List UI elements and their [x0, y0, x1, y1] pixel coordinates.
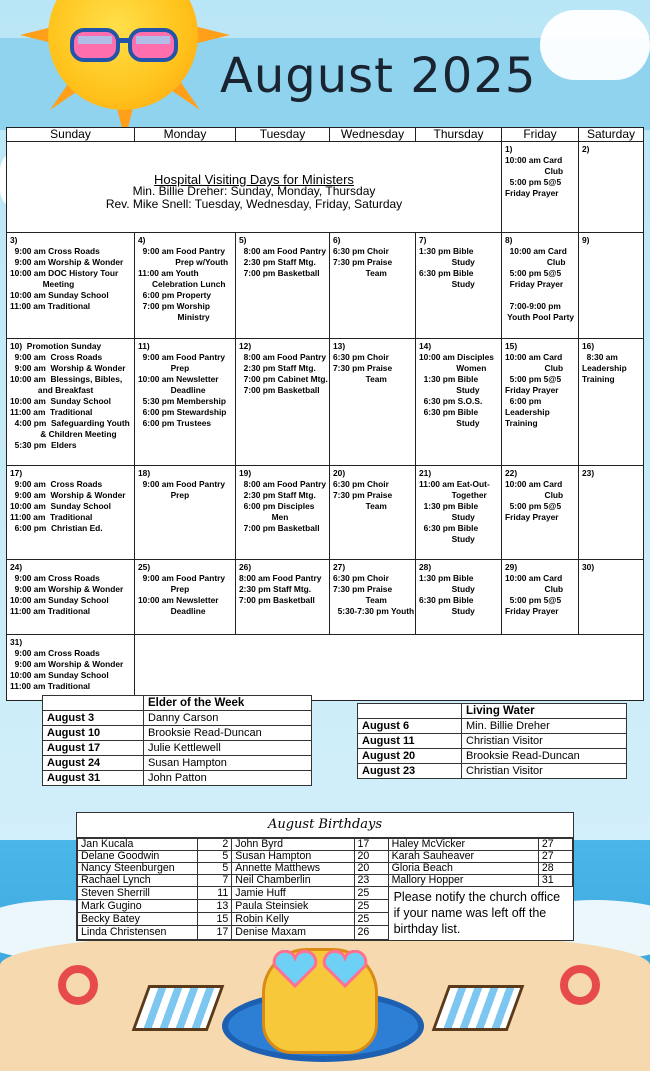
elder-date: August 24	[43, 756, 144, 771]
life-ring-icon	[560, 965, 600, 1005]
day-cell: 17) 9:00 am Cross Roads 9:00 am Worship & Wonder 10:00 am Sunday School 11:00 am Traditional 6:00 pm Christian Ed.	[10, 468, 126, 533]
week-row	[7, 466, 644, 560]
day-cell: 12) 8:00 am Food Pantry 2:30 pm Staff Mtg. 7:00 pm Cabinet Mtg. 7:00 pm Basketball	[239, 341, 328, 395]
water-name: Min. Billie Dreher	[462, 719, 627, 734]
day-cell: 27) 6:30 pm Choir 7:30 pm Praise Team 5:30-7:30 pm Youth	[333, 562, 415, 616]
water-name: Brooksie Read-Duncan	[462, 749, 627, 764]
elder-name: Julie Kettlewell	[144, 741, 312, 756]
blank-header-cell	[358, 704, 462, 719]
day-cell: 8) 10:00 am Card Club 5:00 pm 5@5 Friday Prayer 7:00-9:00 pm Youth Pool Party	[505, 235, 575, 322]
birthday-name: Jan Kucala	[78, 839, 198, 851]
birthday-day: 26	[354, 926, 388, 939]
week-row	[7, 560, 644, 635]
water-name: Christian Visitor	[462, 764, 627, 779]
water-name: Christian Visitor	[462, 734, 627, 749]
day-cell: 15) 10:00 am Card Club 5:00 pm 5@5 Friday Prayer 6:00 pm Leadership Training	[505, 341, 564, 428]
elder-name: Susan Hampton	[144, 756, 312, 771]
birthday-name: Haley McVicker	[388, 839, 538, 851]
birthday-day: 7	[198, 875, 232, 887]
week-row	[7, 635, 644, 701]
day-cell: 18) 9:00 am Food Pantry Prep	[138, 468, 226, 500]
birthday-day: 28	[538, 863, 572, 875]
birthday-day: 15	[198, 913, 232, 926]
day-cell: 9)	[582, 235, 590, 245]
birthday-name: Karah Sauheaver	[388, 851, 538, 863]
birthday-day: 25	[354, 900, 388, 913]
day-cell: 7) 1:30 pm Bible Study 6:30 pm Bible Study	[419, 235, 475, 289]
elder-of-week-table	[42, 695, 312, 786]
elder-name: Danny Carson	[144, 711, 312, 726]
birthday-name: Denise Maxam	[232, 926, 354, 939]
birthday-name: Neil Chamberlin	[232, 875, 354, 887]
hospital-notice	[7, 142, 501, 213]
day-cell: 24) 9:00 am Cross Roads 9:00 am Worship & Wonder 10:00 am Sunday School 11:00 am Traditional	[10, 562, 124, 616]
day-cell: 21) 11:00 am Eat-Out- Together 1:30 pm Bible Study 6:30 pm Bible Study	[419, 468, 490, 544]
day-cell: 25) 9:00 am Food Pantry Prep 10:00 am Newsletter Deadline	[138, 562, 226, 616]
hospital-title: Hospital Visiting Days for Ministers	[154, 172, 354, 187]
heart-sunglasses-icon	[270, 950, 370, 990]
month-calendar	[6, 127, 644, 701]
birthday-name: Linda Christensen	[78, 926, 198, 939]
birthday-day: 20	[354, 851, 388, 863]
day-cell: 30)	[582, 562, 595, 572]
weekday-monday: Monday	[135, 128, 236, 142]
day-cell: 4) 9:00 am Food Pantry Prep w/Youth 11:00 am Youth Celebration Lunch 6:00 pm Property 7:00 pm Worship Ministry	[138, 235, 229, 322]
day-cell: 14) 10:00 am Disciples Women 1:30 pm Bible Study 6:30 pm S.O.S. 6:30 pm Bible Study	[419, 341, 494, 428]
week-row	[7, 339, 644, 466]
hospital-line-2: Rev. Mike Snell: Tuesday, Wednesday, Friday, Saturday	[105, 197, 403, 211]
birthday-name: Annette Matthews	[232, 863, 354, 875]
birthday-name: Mallory Hopper	[388, 875, 538, 887]
birthday-day: 2	[198, 839, 232, 851]
water-date: August 20	[358, 749, 462, 764]
weekday-thursday: Thursday	[416, 128, 502, 142]
elder-name: John Patton	[144, 771, 312, 786]
day-cell: 11) 9:00 am Food Pantry Prep 10:00 am Newsletter Deadline 5:30 pm Membership 6:00 pm Stewardship 6:00 pm Trustees	[138, 341, 227, 428]
day-cell: 6) 6:30 pm Choir 7:30 pm Praise Team	[333, 235, 393, 278]
birthday-name: Steven Sherrill	[78, 887, 198, 900]
week-row	[7, 142, 644, 233]
empty-cell	[135, 635, 644, 701]
birthday-name: John Byrd	[232, 839, 354, 851]
birthday-day: 27	[538, 851, 572, 863]
elder-date: August 3	[43, 711, 144, 726]
elder-date: August 10	[43, 726, 144, 741]
day-cell: 10) Promotion Sunday 9:00 am Cross Roads 9:00 am Worship & Wonder 10:00 am Blessings, Bibles, and Breakfast 10:00 am Sunday School 11:00 am Traditional 4:00 pm Safeguarding Youth & Children Meeting 5:30 pm Elders	[10, 341, 130, 450]
birthday-name: Gloria Beach	[388, 863, 538, 875]
elder-date: August 17	[43, 741, 144, 756]
birthday-name: Rachael Lynch	[78, 875, 198, 887]
birthday-name: Nancy Steenburgen	[78, 863, 198, 875]
water-date: August 11	[358, 734, 462, 749]
sunglasses-icon	[70, 26, 180, 66]
weekday-header-row	[7, 128, 644, 142]
birthdays-table	[77, 838, 573, 940]
birthday-day: 17	[198, 926, 232, 939]
page-title: August 2025	[220, 48, 537, 104]
birthday-day: 17	[354, 839, 388, 851]
birthdays-panel	[76, 812, 574, 941]
birthday-name: Jamie Huff	[232, 887, 354, 900]
day-cell: 31) 9:00 am Cross Roads 9:00 am Worship & Wonder 10:00 am Sunday School 11:00 am Traditional	[10, 637, 124, 691]
weekday-sunday: Sunday	[7, 128, 135, 142]
birthday-day: 25	[354, 887, 388, 900]
hospital-notice-cell	[7, 142, 502, 233]
day-cell: 1) 10:00 am Card Club 5:00 pm 5@5 Friday Prayer	[505, 144, 564, 198]
day-cell: 5) 8:00 am Food Pantry 2:30 pm Staff Mtg. 7:00 pm Basketball	[239, 235, 327, 278]
living-water-table	[357, 703, 627, 779]
hospital-line-1: Min. Billie Dreher: Sunday, Monday, Thursday	[132, 184, 376, 198]
weekday-saturday: Saturday	[579, 128, 644, 142]
water-header: Living Water	[462, 704, 627, 719]
weekday-friday: Friday	[502, 128, 579, 142]
water-date: August 6	[358, 719, 462, 734]
elder-date: August 31	[43, 771, 144, 786]
birthday-day: 23	[354, 875, 388, 887]
day-cell: 26) 8:00 am Food Pantry 2:30 pm Staff Mtg. 7:00 pm Basketball	[239, 562, 322, 605]
day-cell: 3) 9:00 am Cross Roads 9:00 am Worship & Wonder 10:00 am DOC History Tour Meeting 10:00 am Sunday School 11:00 am Traditional	[10, 235, 124, 311]
day-cell: 28) 1:30 pm Bible Study 6:30 pm Bible Study	[419, 562, 475, 616]
birthday-name: Mark Gugino	[78, 900, 198, 913]
birthday-day: 31	[538, 875, 572, 887]
day-cell: 23)	[582, 468, 595, 478]
day-cell: 20) 6:30 pm Choir 7:30 pm Praise Team	[333, 468, 393, 511]
birthday-note: Please notify the church office if your name was left off the birthday list.	[393, 890, 561, 936]
day-cell: 16) 8:30 am Leadership Training	[582, 341, 627, 384]
day-cell: 2)	[582, 144, 590, 154]
birthday-day: 5	[198, 863, 232, 875]
birthday-day: 20	[354, 863, 388, 875]
weekday-tuesday: Tuesday	[236, 128, 330, 142]
day-cell: 19) 8:00 am Food Pantry 2:30 pm Staff Mtg. 6:00 pm Disciples Men 7:00 pm Basketball	[239, 468, 327, 533]
weekday-wednesday: Wednesday	[330, 128, 416, 142]
day-cell: 13) 6:30 pm Choir 7:30 pm Praise Team	[333, 341, 393, 384]
elder-header: Elder of the Week	[144, 696, 312, 711]
elder-name: Brooksie Read-Duncan	[144, 726, 312, 741]
birthday-name: Robin Kelly	[232, 913, 354, 926]
birthday-day: 11	[198, 887, 232, 900]
blank-header-cell	[43, 696, 144, 711]
birthday-name: Paula Steinsiek	[232, 900, 354, 913]
birthday-day: 25	[354, 913, 388, 926]
birthday-name: Becky Batey	[78, 913, 198, 926]
cloud-decoration	[540, 10, 650, 80]
day-cell: 29) 10:00 am Card Club 5:00 pm 5@5 Friday Prayer	[505, 562, 564, 616]
birthday-name: Delane Goodwin	[78, 851, 198, 863]
birthday-day: 27	[538, 839, 572, 851]
birthday-day: 5	[198, 851, 232, 863]
life-ring-icon	[58, 965, 98, 1005]
birthday-name: Susan Hampton	[232, 851, 354, 863]
birthday-day: 13	[198, 900, 232, 913]
week-row	[7, 233, 644, 339]
day-cell: 22) 10:00 am Card Club 5:00 pm 5@5 Friday Prayer	[505, 468, 564, 522]
water-date: August 23	[358, 764, 462, 779]
birthdays-title: August Birthdays	[77, 813, 573, 838]
